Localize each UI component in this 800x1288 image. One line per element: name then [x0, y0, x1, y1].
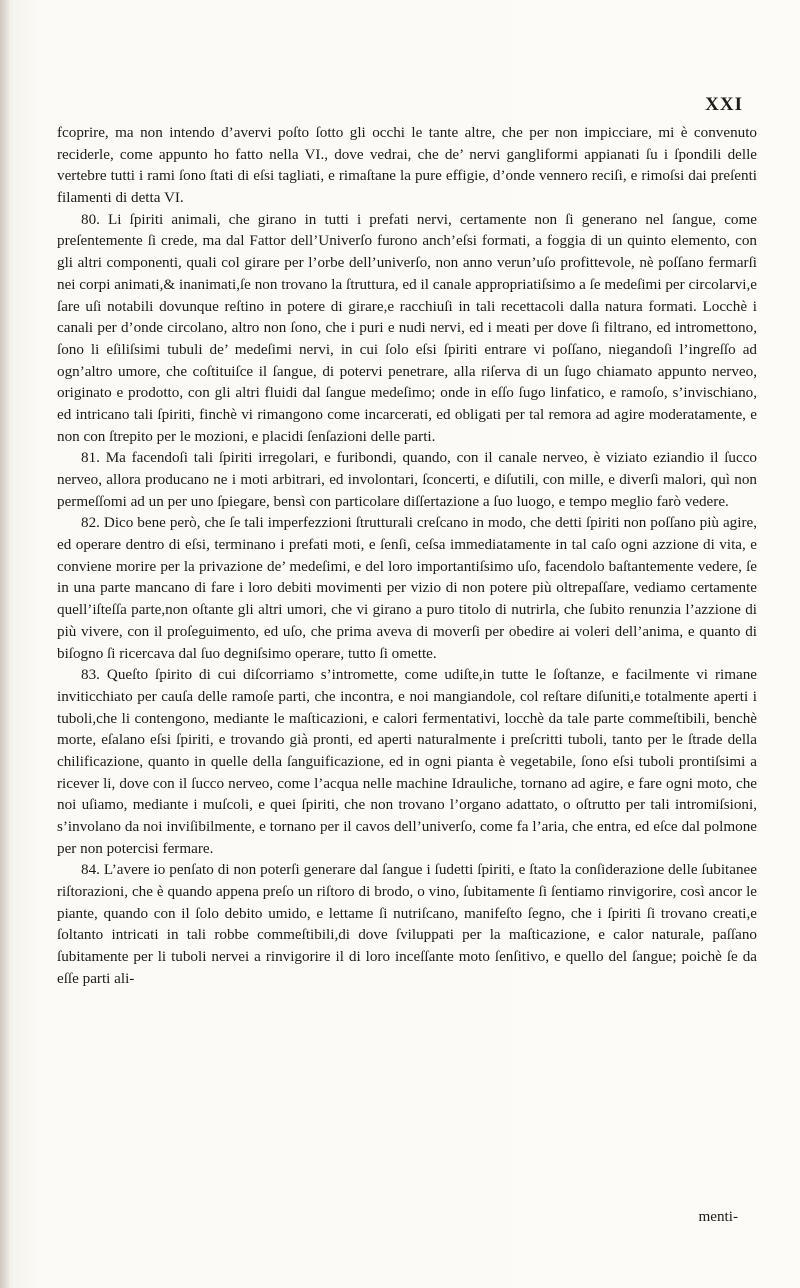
paragraph-text: Ma facendoſi tali ſpiriti irregolari, e furibondi, quando, con il canale nerveo, è viziato eziandio il ſucco nerveo, allora producano ne i moti arbitrari, ed involontari, ſconcerti, e diſutili, con mille, e diverſi malori, quì non permeſſomi ad un per uno ſpiegare, bensì con particolare diſſertazione a ſuo luogo, e tempo meglio farò vedere.	[57, 449, 757, 510]
paragraph-number: 80.	[81, 210, 100, 228]
paragraph-80	[57, 209, 757, 448]
body-text	[57, 122, 757, 990]
paragraph-number: 84.	[81, 861, 100, 879]
book-spine-shadow	[0, 0, 10, 1288]
paragraph-81	[57, 447, 757, 512]
catchword: menti-	[698, 1208, 738, 1225]
paragraph-number: 83.	[81, 666, 100, 684]
paragraph-number: 82.	[81, 514, 100, 532]
paragraph-82	[57, 512, 757, 664]
paragraph-84	[57, 859, 757, 989]
paragraph-text: L’avere io penſato di non poterſi generare dal ſangue i ſudetti ſpiriti, e ſtato la conſiderazione delle ſubitanee riſtorazioni, che è quando appena preſo un riſtoro di brodo, o vino, ſubitamente ſi ſentiamo rinvigorire, così ancor le piante, quando con il ſolo debito umido, e lettame ſi nutriſcano, manifeſto ſegno, che i ſpiriti ſi trovano creati,e ſoltanto intricati in tali robbe commeſtibili,di dove ſviluppati per la maſticazione, e calor naturale, paſſano ſubitamente per li tuboli nervei a rinvigorire il di loro inceſſante moto ſenſitivo, e quello del ſangue; poichè ſe da eſſe parti ali-	[57, 861, 757, 987]
paragraph-text: Li ſpiriti animali, che girano in tutti i prefati nervi, certamente non ſi generano nel ſangue, come preſentemente ſi crede, ma dal Fattor dell’Univerſo furono anch’eſsi formati, a foggia di un quinto elemento, con gli altri componenti, quali col girare per l’orbe dell’univerſo, non anno verun’uſo profittevole, nè poſſano fermarſi nei corpi animati,& inanimati,ſe non trovano la ſtruttura, ed il canale appropriatiſsimo a ſe medeſimi per circolarvi,e ſare uſi notabili dovunque reſtino in potere di girare,e racchiuſi in tali recettacoli dalla natura formati. Locchè i canali per d’onde circolano, altro non ſono, che i puri e nudi nervi, ed i meati per dove ſi filtrano, ed intromettono, ſono li eſiliſsimi tubuli de’ medeſimi nervi, in cui ſolo eſsi ſpiriti entrare vi poſſano, niegandoſi l’ingreſſo ad ogn’altro umore, che coſtituiſce il ſangue, di potervi penetrare, alla riſerva di un ſugo chiamato appunto nerveo, originato e prodotto, con gli altri fluidi dal ſangue medeſimo; onde in eſſo ſugo linfatico, e ramoſo, s’invischiano, ed intricano tali ſpiriti, finchè vi rimangono come incarcerati, ed obligati per tal remora ad agire moderatamente, e non con ſtrepito per le mozioni, e placidi ſenſazioni delle parti.	[57, 210, 757, 445]
paragraph-83	[57, 664, 757, 859]
paragraph-text: Dico bene però, che ſe tali imperfezzioni ſtrutturali creſcano in modo, che detti ſpiriti non poſſano più agire, ed operare dentro di eſsi, terminano i prefati moti, e ſenſi, ceſsa immediatamente in tal caſo ogni azzione di vita, e conviene morire per la privazione de’ medeſimi, e del loro importantiſsimo uſo, facendolo baſtantemente vedere, ſe in una parte mancano di fare i loro debiti movimenti per vizio di non potere più oltrepaſſare, vediamo certamente quell’iſteſſa parte,non oſtante gli altri umori, che vi girano a puro titolo di nutrirla, che ſubito renunzia l’azzione di più vivere, con il proſeguimento, ed uſo, che prima aveva di moverſi per obedire ai voleri dell’anima, e quanto di biſogno ſi ricercava dal ſuo degniſsimo operare, tutto ſi omette.	[57, 514, 757, 662]
page-number: XXI	[705, 94, 743, 115]
paragraph-number: 81.	[81, 449, 100, 467]
paragraph-continued	[57, 122, 757, 209]
paragraph-text: Queſto ſpirito di cui diſcorriamo s’intromette, come udiſte,in tutte le ſoſtanze, e facilmente vi rimane inviticchiato per cauſa delle ramoſe parti, che incontra, e noi mangiandole, col reſtare diſuniti,e totalmente aperti i tuboli,che li contengono, mediante le maſticazioni, e calori fermentativi, locchè da tale parte commeſtibili, benchè morte, eſalano eſsi ſpiriti, e trovando già pronti, ed aperti naturalmente i preſcritti tuboli, tanto per le ſtrade della chilificazione, quanto in quelle della ſanguificazione, ed in ogni pianta è vegetabile, ſono eſsi tuboli prontiſsimi a ricever li, dove con il ſucco nerveo, come l’acqua nelle machine Idrauliche, tornano ad agire, e fare ogni moto, che noi uſiamo, mediante i muſcoli, e quei ſpiriti, che non trovano l’organo adattato, o oſtrutto per tali intromiſsioni, s’involano da noi inviſibilmente, e tornano per il cavos dell’univerſo, come fa l’aria, che entra, ed eſce dal polmone per non potercisi fermare.	[57, 666, 757, 857]
paragraph-text: fcoprire, ma non intendo d’avervi poſto ſotto gli occhi le tante altre, che per non impicciare, mi è convenuto reciderle, come appunto ho fatto nella VI., dove vedrai, che de’ nervi gangliformi appianati ſu i ſpondili delle vertebre tutti i rami ſono ſtati di eſsi tagliati, e rimaſtane la pure effigie, d’onde vennero reciſi, e rimoſsi dai preſenti filamenti di detta VI.	[57, 124, 757, 207]
